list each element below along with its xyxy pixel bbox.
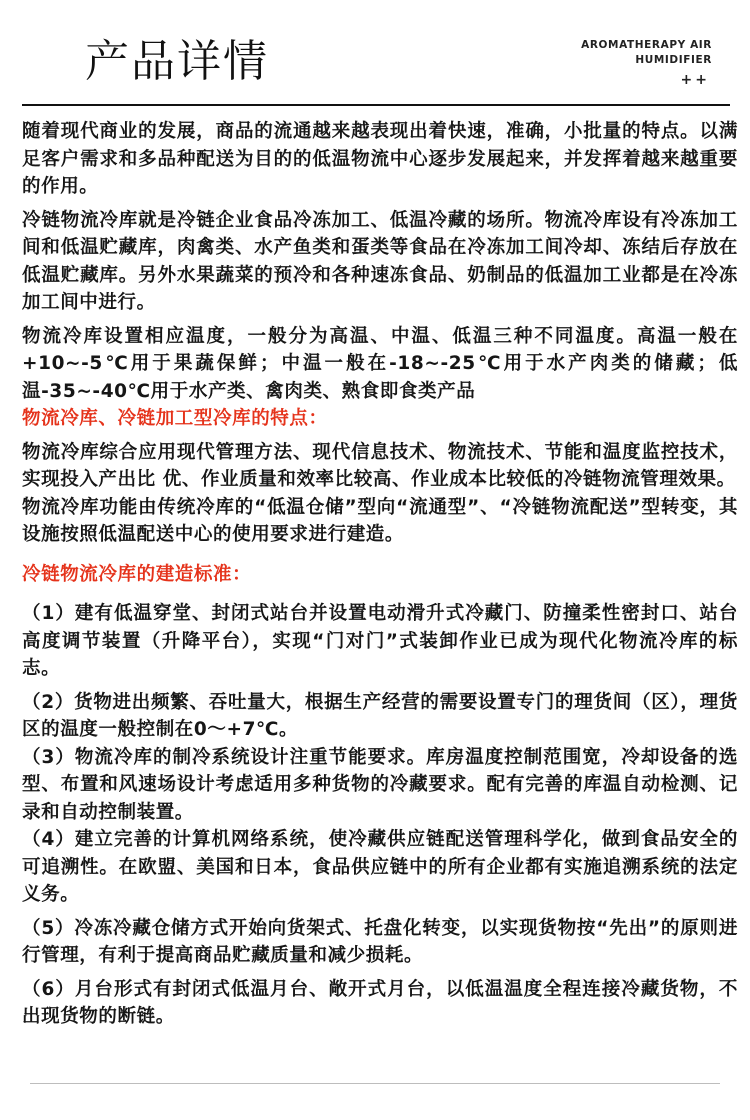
paragraph-features-management: 物流冷库综合应用现代管理方法、现代信息技术、物流技术、节能和温度监控技术，实现投入产出比 优、作业质量和效率比较高、作业成本比较低的冷链物流管理效果。 xyxy=(22,441,738,490)
standard-item-2: （2）货物进出频繁、吞吐量大，根据生产经营的需要设置专门的理货间（区），理货区的温度一般控制在0～+7℃。 xyxy=(22,691,738,740)
page-header xyxy=(0,0,750,110)
brand-tagline-line-1: AROMATHERAPY AIR xyxy=(581,39,712,51)
brand-tagline xyxy=(581,38,712,68)
footer-divider xyxy=(30,1083,720,1084)
paragraph-intro: 随着现代商业的发展，商品的流通越来越表现出着快速，准确，小批量的特点。以满足客户需求和多品种配送为目的的低温物流中心逐步发展起来，并发挥着越来越重要的作用。 xyxy=(22,121,738,197)
page-title: 产品详情 xyxy=(85,36,269,87)
standard-item-1: （1）建有低温穿堂、封闭式站台并设置电动滑升式冷藏门、防撞柔性密封口、站台高度调节装置（升降平台），实现“门对门”式装卸作业已成为现代化物流冷库的标志。 xyxy=(22,603,738,679)
standard-item-3: （3）物流冷库的制冷系统设计注重节能要求。库房温度控制范围宽，冷却设备的选型、布置和风速场设计考虑适用多种货物的冷藏要求。配有完善的库温自动检测、记录和自动控制装置。 xyxy=(22,746,738,823)
section-heading-standards: 冷链物流冷库的建造标准： xyxy=(22,563,252,585)
paragraph-cold-storage-definition: 冷链物流冷库就是冷链企业食品冷冻加工、低温冷藏的场所。物流冷库设有冷冻加工间和低温贮藏库，肉禽类、水产鱼类和蛋类等食品在冷冻加工间冷却、冻结后存放在低温贮藏库。另外水果蔬菜的预冷和各种速冻食品、奶制品的低温加工业都是在冷冻加工间中进行。 xyxy=(22,209,738,313)
paragraph-features-function: 物流冷库功能由传统冷库的“低温仓储”型向“流通型”、“冷链物流配送”型转变，其设施按照低温配送中心的使用要求进行建造。 xyxy=(22,496,738,545)
standard-item-4: （4）建立完善的计算机网络系统，使冷藏供应链配送管理科学化，做到食品安全的可追溯性。在欧盟、美国和日本，食品供应链中的所有企业都有实施追溯系统的法定义务。 xyxy=(22,829,738,905)
standard-item-6: （6）月台形式有封闭式低温月台、敞开式月台，以低温温度全程连接冷藏货物，不出现货物的断链。 xyxy=(22,978,738,1027)
brand-tagline-line-2: HUMIDIFIER xyxy=(635,54,712,66)
plus-decoration: ++ xyxy=(680,72,710,88)
section-heading-features: 物流冷库、冷链加工型冷库的特点： xyxy=(22,408,328,429)
header-divider xyxy=(22,104,730,106)
paragraph-temperature-ranges: 物流冷库设置相应温度，一般分为高温、中温、低温三种不同温度。高温一般在+10~-5℃用于果蔬保鲜；中温一般在-18~-25℃用于水产肉类的储藏；低温-35~-40℃用于水产类、禽肉类、熟食即食类产品 xyxy=(22,325,738,402)
article-body xyxy=(22,118,738,1031)
standard-item-5: （5）冷冻冷藏仓储方式开始向货架式、托盘化转变，以实现货物按“先出”的原则进行管理，有利于提高商品贮藏质量和减少损耗。 xyxy=(22,917,738,966)
